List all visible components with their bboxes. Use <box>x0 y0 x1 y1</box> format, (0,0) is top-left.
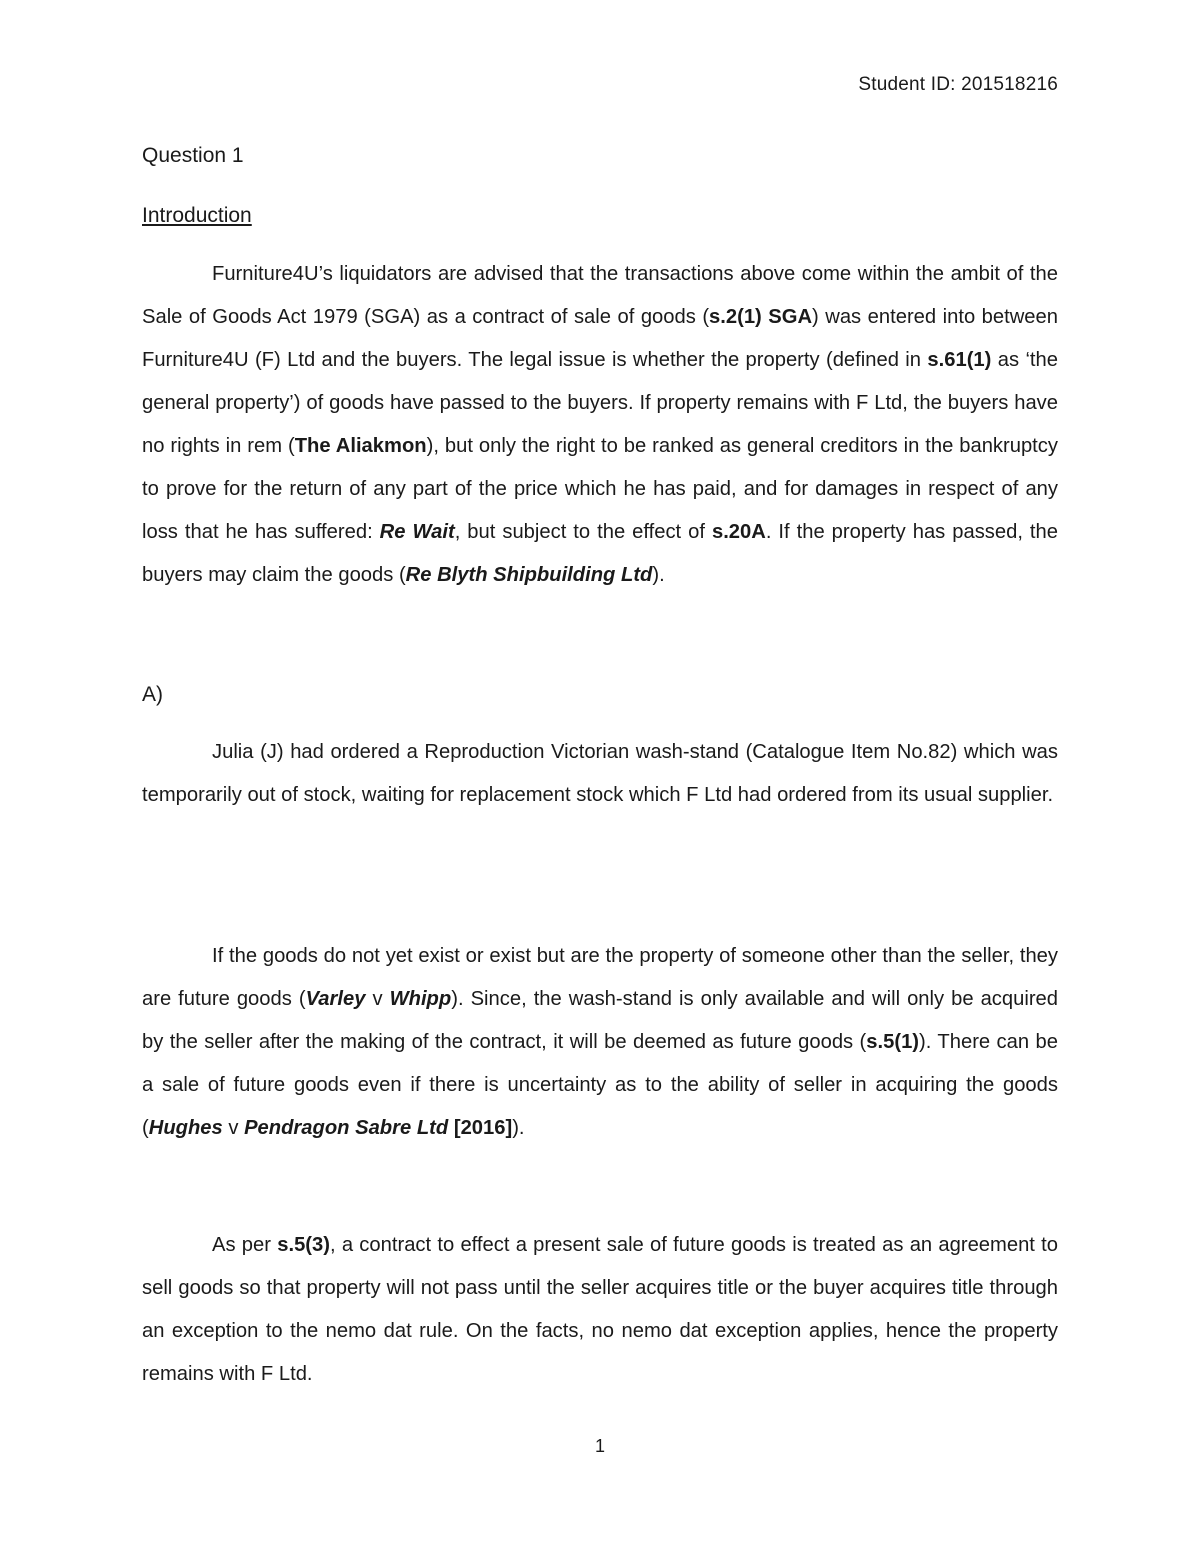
text-run: ). <box>512 1117 525 1139</box>
case-citation: Re Wait <box>379 521 455 543</box>
text-run: ). <box>652 564 665 586</box>
text-run: Furniture4U’s liquidators are advised that the transactions above come within the ambit of the Sale of Goods Act 1979 (SGA) as a contract of sale of goods ( <box>142 263 1058 328</box>
text-run: v <box>365 988 390 1010</box>
paragraph-section-5-3 <box>142 1224 1058 1396</box>
case-citation: Hughes <box>148 1117 223 1139</box>
text-run: ). There can be a sale of future goods even if there is uncertainty as to the ability of seller in acquiring the goods ( <box>142 1031 1058 1139</box>
text-run: If the goods do not yet exist or exist but are the property of someone other than the seller, they are future goods ( <box>142 945 1058 1010</box>
case-citation: Re Blyth Shipbuilding Ltd <box>405 564 653 586</box>
statute-reference: s.20A <box>711 521 766 543</box>
text-run: ) was entered into between Furniture4U (F) Ltd and the buyers. The legal issue is whether the property (defined in <box>142 306 1058 371</box>
introduction-paragraph <box>142 253 1058 597</box>
statute-reference: s.2(1) SGA <box>709 306 813 328</box>
student-id-header: Student ID: 201518216 <box>858 74 1058 95</box>
statute-reference: s.5(1) <box>866 1031 920 1053</box>
page-number: 1 <box>594 1436 605 1456</box>
case-citation: Varley <box>305 988 366 1010</box>
text-run: . If the property has passed, the buyers may claim the goods ( <box>142 521 1058 586</box>
statute-reference: s.5(3) <box>277 1234 330 1256</box>
question-title: Question 1 <box>142 144 244 167</box>
case-citation: The Aliakmon <box>294 435 427 457</box>
paragraph-julia-facts: Julia (J) had ordered a Reproduction Victorian wash-stand (Catalogue Item No.82) which was temporarily out of stock, waiting for replacement stock which F Ltd had ordered from its usual supplier. <box>142 741 1058 806</box>
statute-reference: s.61(1) <box>927 349 992 371</box>
paragraph-future-goods <box>142 935 1058 1150</box>
text-run: v <box>222 1117 245 1139</box>
text-run: ), but only the right to be ranked as general creditors in the bankruptcy to prove for the return of any part of the price which he has paid, and for damages in respect of any loss that he has suffered: <box>142 435 1058 543</box>
case-citation: Pendragon Sabre Ltd <box>244 1117 449 1139</box>
section-a-label: A) <box>142 683 163 706</box>
text-run: ). Since, the wash-stand is only available and will only be acquired by the seller after the making of the contract, it will be deemed as future goods ( <box>142 988 1059 1053</box>
text-run: as ‘the general property’) of goods have passed to the buyers. If property remains with F Ltd, the buyers have no rights in rem ( <box>142 349 1058 457</box>
case-citation: Whipp <box>389 988 452 1010</box>
text-run: As per <box>212 1234 278 1256</box>
case-year: [2016] <box>453 1117 513 1139</box>
section-heading-introduction: Introduction <box>142 204 252 227</box>
text-run: , but subject to the effect of <box>454 521 712 543</box>
text-run: , a contract to effect a present sale of future goods is treated as an agreement to sell goods so that property will not pass until the seller acquires title or the buyer acquires title through an exception to the nemo dat rule. On the facts, no nemo dat exception applies, hence the property remains with F Ltd. <box>142 1234 1058 1385</box>
